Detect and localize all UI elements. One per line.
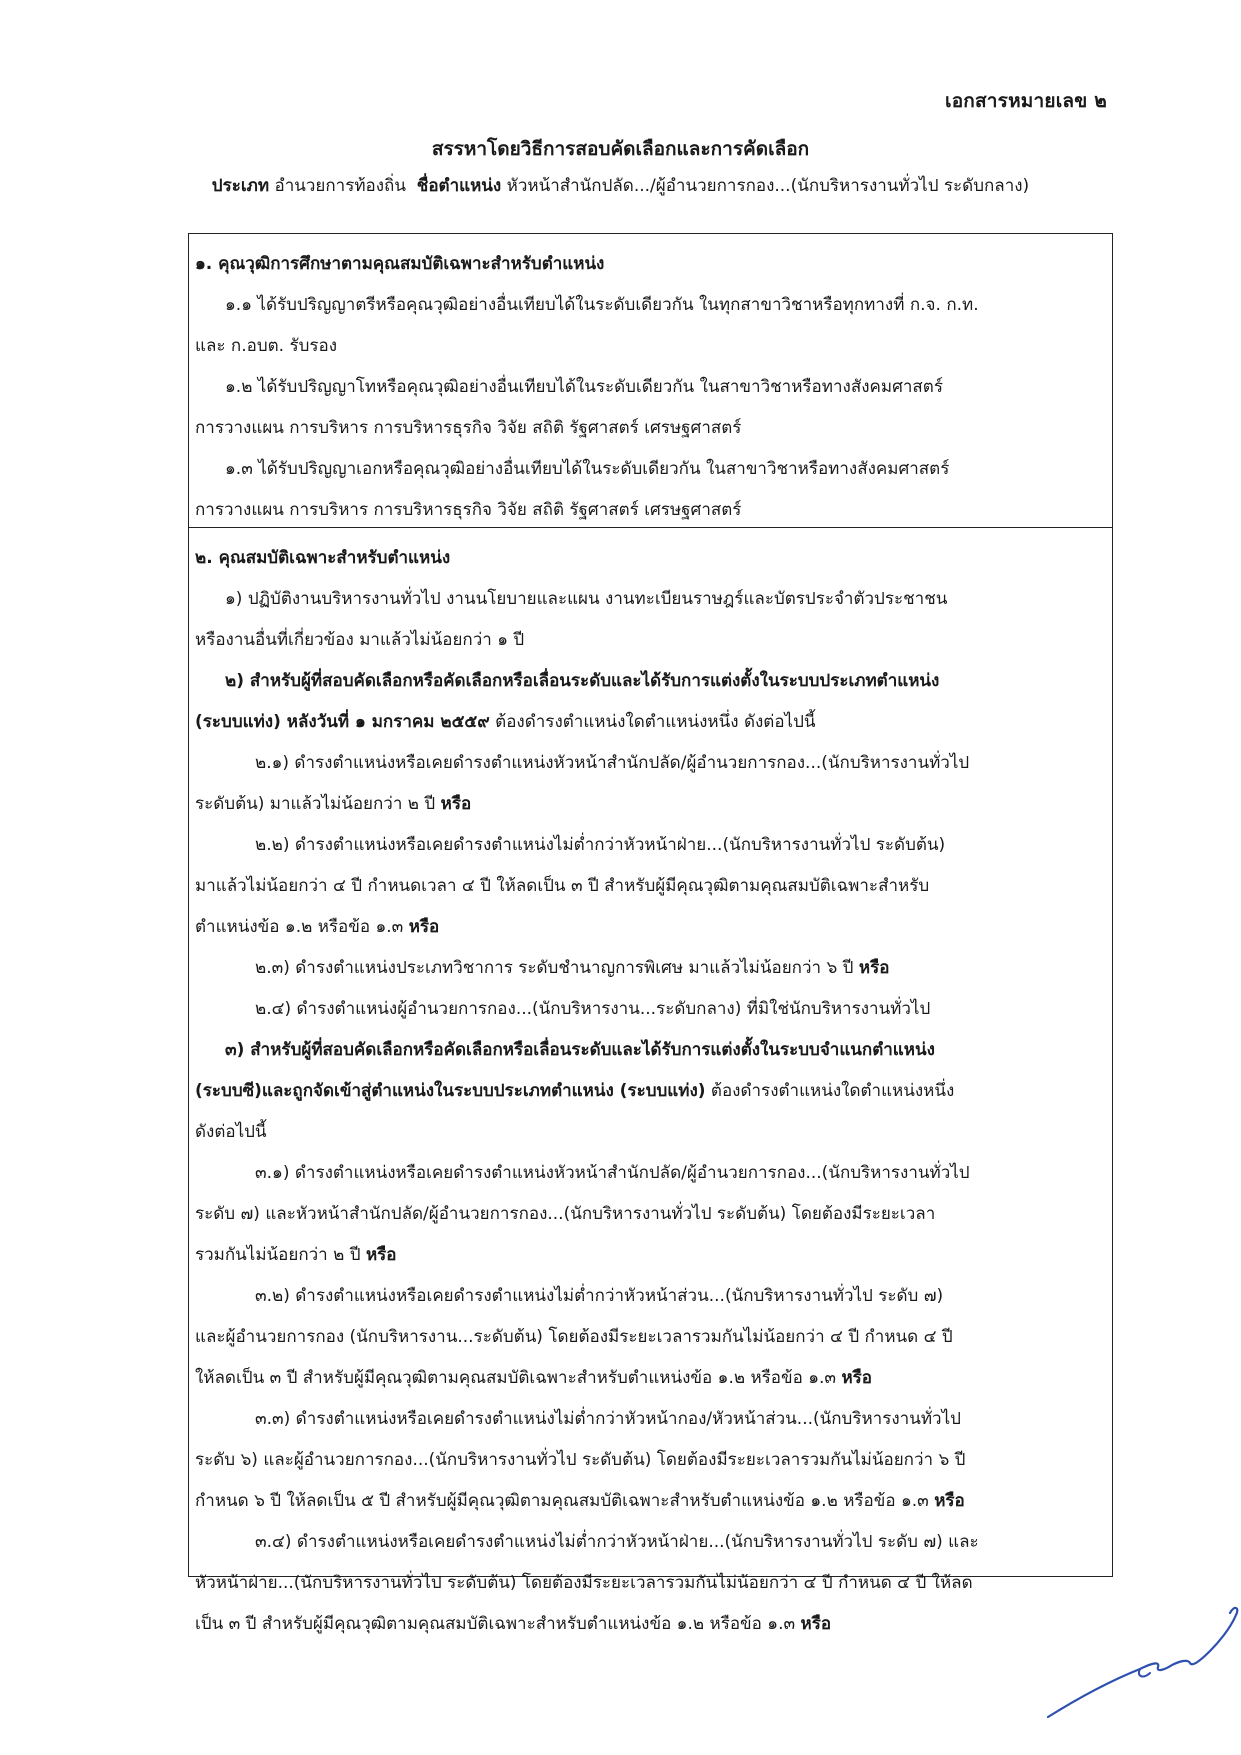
type-label: ประเภท [211, 176, 270, 196]
document-number: เอกสารหมายเลข ๒ [945, 90, 1107, 112]
paragraph-line: ๒.๔) ดำรงตำแหน่งผู้อำนวยการกอง...(นักบริหารงาน...ระดับกลาง) ที่มิใช่นักบริหารงานทั่วไป [255, 999, 931, 1019]
position-label: ชื่อตำแหน่ง [416, 176, 502, 196]
document-title: สรรหาโดยวิธีการสอบคัดเลือกและการคัดเลือก [431, 138, 810, 160]
paragraph-line [195, 784, 1100, 825]
paragraph-line: ๑.๒ ได้รับปริญญาโทหรือคุณวุฒิอย่างอื่นเทียบได้ในระดับเดียวกัน ในสาขาวิชาหรือทางสังคมศาสตร์ [225, 377, 943, 397]
plain-text: ต้องดำรงตำแหน่งใดตำแหน่งหนึ่ง [710, 1081, 955, 1101]
paragraph-line [195, 948, 1100, 989]
plain-text: กำหนด ๖ ปี ให้ลดเป็น ๕ ปี สำหรับผู้มีคุณวุฒิตามคุณสมบัติเฉพาะสำหรับตำแหน่งข้อ ๑.๒ หรือข้อ ๑.๓ [195, 1491, 929, 1511]
signature-mark [1040, 1585, 1240, 1725]
or-keyword: หรือ [365, 1245, 397, 1265]
type-value: อำนวยการท้องถิ่น [274, 176, 406, 196]
paragraph-line: การวางแผน การบริหาร การบริหารธุรกิจ วิจัย สถิติ รัฐศาสตร์ เศรษฐศาสตร์ [195, 500, 742, 520]
paragraph-line [195, 1071, 1100, 1112]
paragraph-line: ๓.๒) ดำรงตำแหน่งหรือเคยดำรงตำแหน่งไม่ต่ำกว่าหัวหน้าส่วน...(นักบริหารงานทั่วไป ระดับ ๗) [255, 1286, 944, 1306]
paragraph-line: ระดับ ๖) และผู้อำนวยการกอง...(นักบริหารงานทั่วไป ระดับต้น) โดยต้องมีระยะเวลารวมกันไม่น้อยกว่า ๖ ปี [195, 1450, 966, 1470]
or-keyword: หรือ [440, 794, 472, 814]
paragraph-line: ๓) สำหรับผู้ที่สอบคัดเลือกหรือคัดเลือกหรือเลื่อนระดับและได้รับการแต่งตั้งในระบบจำแนกตำแหน่ง [225, 1040, 935, 1060]
paragraph-line: ดังต่อไปนี้ [195, 1122, 267, 1142]
or-keyword: หรือ [841, 1368, 873, 1388]
section-heading: ๒. คุณสมบัติเฉพาะสำหรับตำแหน่ง [195, 548, 451, 568]
plain-text: เป็น ๓ ปี สำหรับผู้มีคุณวุฒิตามคุณสมบัติเฉพาะสำหรับตำแหน่งข้อ ๑.๒ หรือข้อ ๑.๓ [195, 1614, 796, 1634]
paragraph-line: ๓.๔) ดำรงตำแหน่งหรือเคยดำรงตำแหน่งไม่ต่ำกว่าหัวหน้าฝ่าย...(นักบริหารงานทั่วไป ระดับ ๗) และ [255, 1532, 979, 1552]
paragraph-line [195, 1604, 1100, 1645]
education-qualification-box [188, 233, 1113, 528]
paragraph-line [195, 1481, 1100, 1522]
paragraph-line: ๑.๓ ได้รับปริญญาเอกหรือคุณวุฒิอย่างอื่นเทียบได้ในระดับเดียวกัน ในสาขาวิชาหรือทางสังคมศาสตร์ [225, 459, 950, 479]
plain-text: ๒.๓) ดำรงตำแหน่งประเภทวิชาการ ระดับชำนาญการพิเศษ มาแล้วไม่น้อยกว่า ๖ ปี [255, 958, 854, 978]
paragraph-line [195, 1235, 1100, 1276]
paragraph-line: หรืองานอื่นที่เกี่ยวข้อง มาแล้วไม่น้อยกว่า ๑ ปี [195, 630, 525, 650]
plain-text: ต้องดำรงตำแหน่งใดตำแหน่งหนึ่ง ดังต่อไปนี้ [495, 712, 816, 732]
or-keyword: หรือ [408, 917, 440, 937]
paragraph-line: และผู้อำนวยการกอง (นักบริหารงาน...ระดับต้น) โดยต้องมีระยะเวลารวมกันไม่น้อยกว่า ๔ ปี กำหนด ๔ ปี [195, 1327, 953, 1347]
paragraph-line [195, 1358, 1100, 1399]
paragraph-line: ๒.๑) ดำรงตำแหน่งหรือเคยดำรงตำแหน่งหัวหน้าสำนักปลัด/ผู้อำนวยการกอง...(นักบริหารงานทั่วไป [255, 753, 970, 773]
section-heading: ๑. คุณวุฒิการศึกษาตามคุณสมบัติเฉพาะสำหรับตำแหน่ง [195, 254, 605, 274]
bold-text: (ระบบซี)และถูกจัดเข้าสู่ตำแหน่งในระบบประเภทตำแหน่ง (ระบบแท่ง) [195, 1081, 706, 1101]
bold-text: (ระบบแท่ง) หลังวันที่ ๑ มกราคม ๒๕๕๙ [195, 712, 490, 732]
plain-text: ตำแหน่งข้อ ๑.๒ หรือข้อ ๑.๓ [195, 917, 404, 937]
paragraph-line: ๑) ปฏิบัติงานบริหารงานทั่วไป งานนโยบายและแผน งานทะเบียนราษฎร์และบัตรประจำตัวประชาชน [225, 589, 948, 609]
specific-qualification-box [188, 527, 1113, 1634]
or-keyword: หรือ [800, 1614, 832, 1634]
paragraph-line: ระดับ ๗) และหัวหน้าสำนักปลัด/ผู้อำนวยการกอง...(นักบริหารงานทั่วไป ระดับต้น) โดยต้องมีระยะเวลา [195, 1204, 936, 1224]
paragraph-line [195, 907, 1100, 948]
paragraph-line: ๒) สำหรับผู้ที่สอบคัดเลือกหรือคัดเลือกหรือเลื่อนระดับและได้รับการแต่งตั้งในระบบประเภทตำแหน่ง [225, 671, 940, 691]
paragraph-line: ๒.๒) ดำรงตำแหน่งหรือเคยดำรงตำแหน่งไม่ต่ำกว่าหัวหน้าฝ่าย...(นักบริหารงานทั่วไป ระดับต้น) [255, 835, 946, 855]
paragraph-line: การวางแผน การบริหาร การบริหารธุรกิจ วิจัย สถิติ รัฐศาสตร์ เศรษฐศาสตร์ [195, 418, 742, 438]
paragraph-line: หัวหน้าฝ่าย...(นักบริหารงานทั่วไป ระดับต้น) โดยต้องมีระยะเวลารวมกันไม่น้อยกว่า ๔ ปี กำหนด ๔ ปี ให้ลด [195, 1573, 973, 1593]
paragraph-line: ๓.๑) ดำรงตำแหน่งหรือเคยดำรงตำแหน่งหัวหน้าสำนักปลัด/ผู้อำนวยการกอง...(นักบริหารงานทั่วไป [255, 1163, 970, 1183]
plain-text: ให้ลดเป็น ๓ ปี สำหรับผู้มีคุณวุฒิตามคุณสมบัติเฉพาะสำหรับตำแหน่งข้อ ๑.๒ หรือข้อ ๑.๓ [195, 1368, 837, 1388]
paragraph-line [195, 702, 1100, 743]
paragraph-line: ๑.๑ ได้รับปริญญาตรีหรือคุณวุฒิอย่างอื่นเทียบได้ในระดับเดียวกัน ในทุกสาขาวิชาหรือทุกทางที่ ก.จ. ก.ท. [225, 295, 979, 315]
plain-text: ระดับต้น) มาแล้วไม่น้อยกว่า ๒ ปี [195, 794, 436, 814]
or-keyword: หรือ [858, 958, 890, 978]
plain-text: รวมกันไม่น้อยกว่า ๒ ปี [195, 1245, 361, 1265]
or-keyword: หรือ [934, 1491, 965, 1511]
paragraph-line: มาแล้วไม่น้อยกว่า ๔ ปี กำหนดเวลา ๔ ปี ให้ลดเป็น ๓ ปี สำหรับผู้มีคุณวุฒิตามคุณสมบัติเฉพาะสำหรับ [195, 876, 930, 896]
document-subtitle [0, 172, 1241, 199]
paragraph-line: ๓.๓) ดำรงตำแหน่งหรือเคยดำรงตำแหน่งไม่ต่ำกว่าหัวหน้ากอง/หัวหน้าส่วน...(นักบริหารงานทั่วไป [255, 1409, 961, 1429]
position-value: หัวหน้าสำนักปลัด.../ผู้อำนวยการกอง...(นักบริหารงานทั่วไป ระดับกลาง) [506, 176, 1030, 196]
paragraph-line: และ ก.อบต. รับรอง [195, 336, 338, 356]
